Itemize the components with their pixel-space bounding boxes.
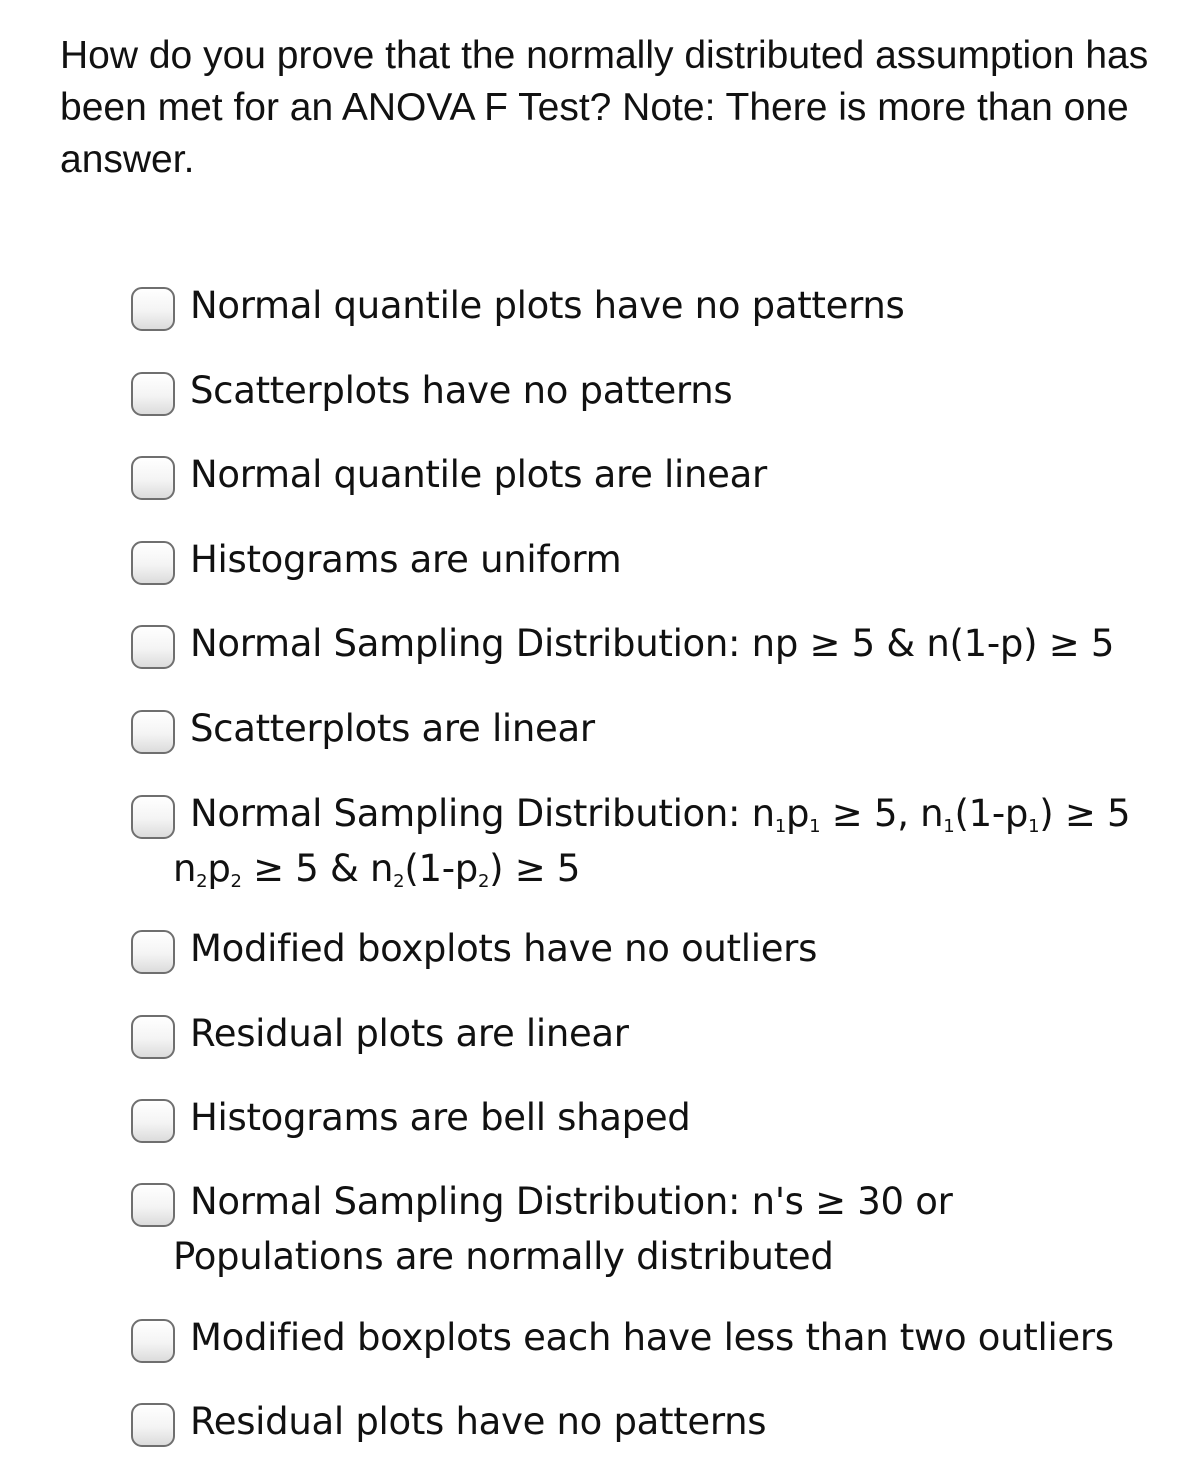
checkbox[interactable]	[131, 1403, 175, 1447]
option-label: Histograms are uniform	[190, 538, 622, 581]
option-label: Normal quantile plots have no patterns	[190, 284, 905, 327]
option-label: Normal quantile plots are linear	[190, 453, 767, 496]
option-label: Scatterplots have no patterns	[190, 369, 733, 412]
checkbox[interactable]	[131, 710, 175, 754]
option-label: Modified boxplots have no outliers	[190, 927, 818, 970]
checkbox[interactable]	[131, 1099, 175, 1143]
checkbox[interactable]	[131, 541, 175, 585]
checkbox[interactable]	[131, 1319, 175, 1363]
checkbox[interactable]	[131, 625, 175, 669]
option-label: Modified boxplots each have less than two outliers	[190, 1316, 1114, 1359]
checkbox[interactable]	[131, 1183, 175, 1227]
option-label: Normal Sampling Distribution: np ≥ 5 & n(1-p) ≥ 5	[190, 622, 1115, 665]
option-label-continuation: Populations are normally distributed	[173, 1235, 834, 1278]
checkbox[interactable]	[131, 372, 175, 416]
option-label: Residual plots are linear	[190, 1012, 629, 1055]
option-label: Normal Sampling Distribution: n's ≥ 30 or	[190, 1180, 953, 1223]
checkbox[interactable]	[131, 795, 175, 839]
option-label: Normal Sampling Distribution: $n_1p_1 \ge 5$, $n_1(1-p_1) \ge 5$	[190, 792, 1131, 837]
checkbox[interactable]	[131, 456, 175, 500]
checkbox[interactable]	[131, 930, 175, 974]
option-label: Residual plots have no patterns	[190, 1400, 767, 1443]
option-label: Scatterplots are linear	[190, 707, 595, 750]
question-text: How do you prove that the normally distributed assumption has been met for an ANOVA F Test? Note: There is more than one answer.	[60, 34, 1149, 181]
checkbox[interactable]	[131, 1015, 175, 1059]
option-label-continuation: $n_2p_2 \ge 5$ & $n_2(1-p_2) \ge 5$	[173, 847, 581, 892]
checkbox[interactable]	[131, 287, 175, 331]
option-label: Histograms are bell shaped	[190, 1096, 691, 1139]
